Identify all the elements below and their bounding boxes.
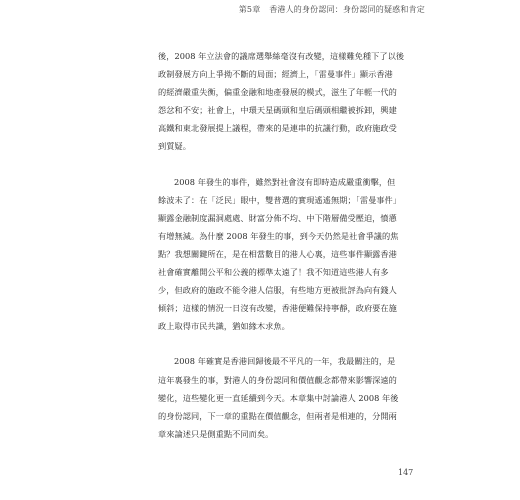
header-chapter: 第5章 [238,5,261,14]
text-line: 點？我想關鍵所在，是在相當數目的港人心裏，這些事件顯露香港 [158,248,397,259]
text-line: 顯露金融制度漏洞處處、財富分佈不均、中下階層備受壓迫，憤懣 [158,212,397,223]
text-line: 怨忿和不安；社會上，中環天星碼頭和皇后碼頭相繼被拆卸，興建 [158,105,397,116]
text-line: 2008 年發生的事件，雖然對社會沒有即時造成嚴重衝擊，但 [174,176,396,187]
text-line: 政上取得市民共識，猶如緣木求魚。 [158,321,290,332]
text-line: 傾斜；這樣的情況一日沒有改變，香港便難保持寧靜，政府要在施 [158,303,397,314]
text-line: 2008 年確實是香港回歸後最不平凡的一年，我最關注的，是 [174,356,396,367]
text-line: 少，但政府的施政不能令港人信服，有些地方更被批評為向有錢人 [158,285,397,296]
text-line: 這年裏發生的事，對港人的身份認同和價值觀念都帶來影響深遠的 [158,374,397,385]
text-line: 政制發展方向上爭拗不斷的局面；經濟上，「雷曼事件」顯示香港 [158,69,393,80]
text-line: 後，2008 年立法會的議席選舉絲毫沒有改變，這樣難免種下了以後 [158,51,405,61]
text-line: 高鐵和東北發展提上議程，帶來的是連串的抗議行動，政府施政受 [158,123,397,134]
body-text [158,47,408,460]
paragraph-2 [158,173,408,336]
header-title: 香港人的身份認同：身份認同的疑惑和肯定 [269,5,425,14]
page-number: 147 [398,468,414,477]
text-line: 章來論述只是側重點不同而矣。 [158,428,274,439]
text-line: 的身份認同，下一章的重點在價值觀念，但兩者是相連的，分開兩 [158,410,397,421]
text-line: 社會確實離開公平和公義的標準太遠了！我不知道這些港人有多 [158,267,389,278]
text-line: 的經濟嚴重失衡，偏重金融和地產發展的模式，滋生了年輕一代的 [158,87,397,98]
paragraph-3 [158,352,408,442]
text-line: 餘波未了：在「泛民」眼中，雙普選的實現遙遙無期；「雷曼事件」 [158,194,402,205]
running-header [239,4,425,15]
text-line: 有增無減。為什麼 2008 年發生的事，到今天仍然是社會爭議的焦 [158,230,399,241]
text-line: 到質疑。 [158,141,191,152]
text-line: 變化，這些變化更一直延續到今天。本章集中討論港人 2008 年後 [158,392,399,403]
paragraph-1 [158,47,408,156]
